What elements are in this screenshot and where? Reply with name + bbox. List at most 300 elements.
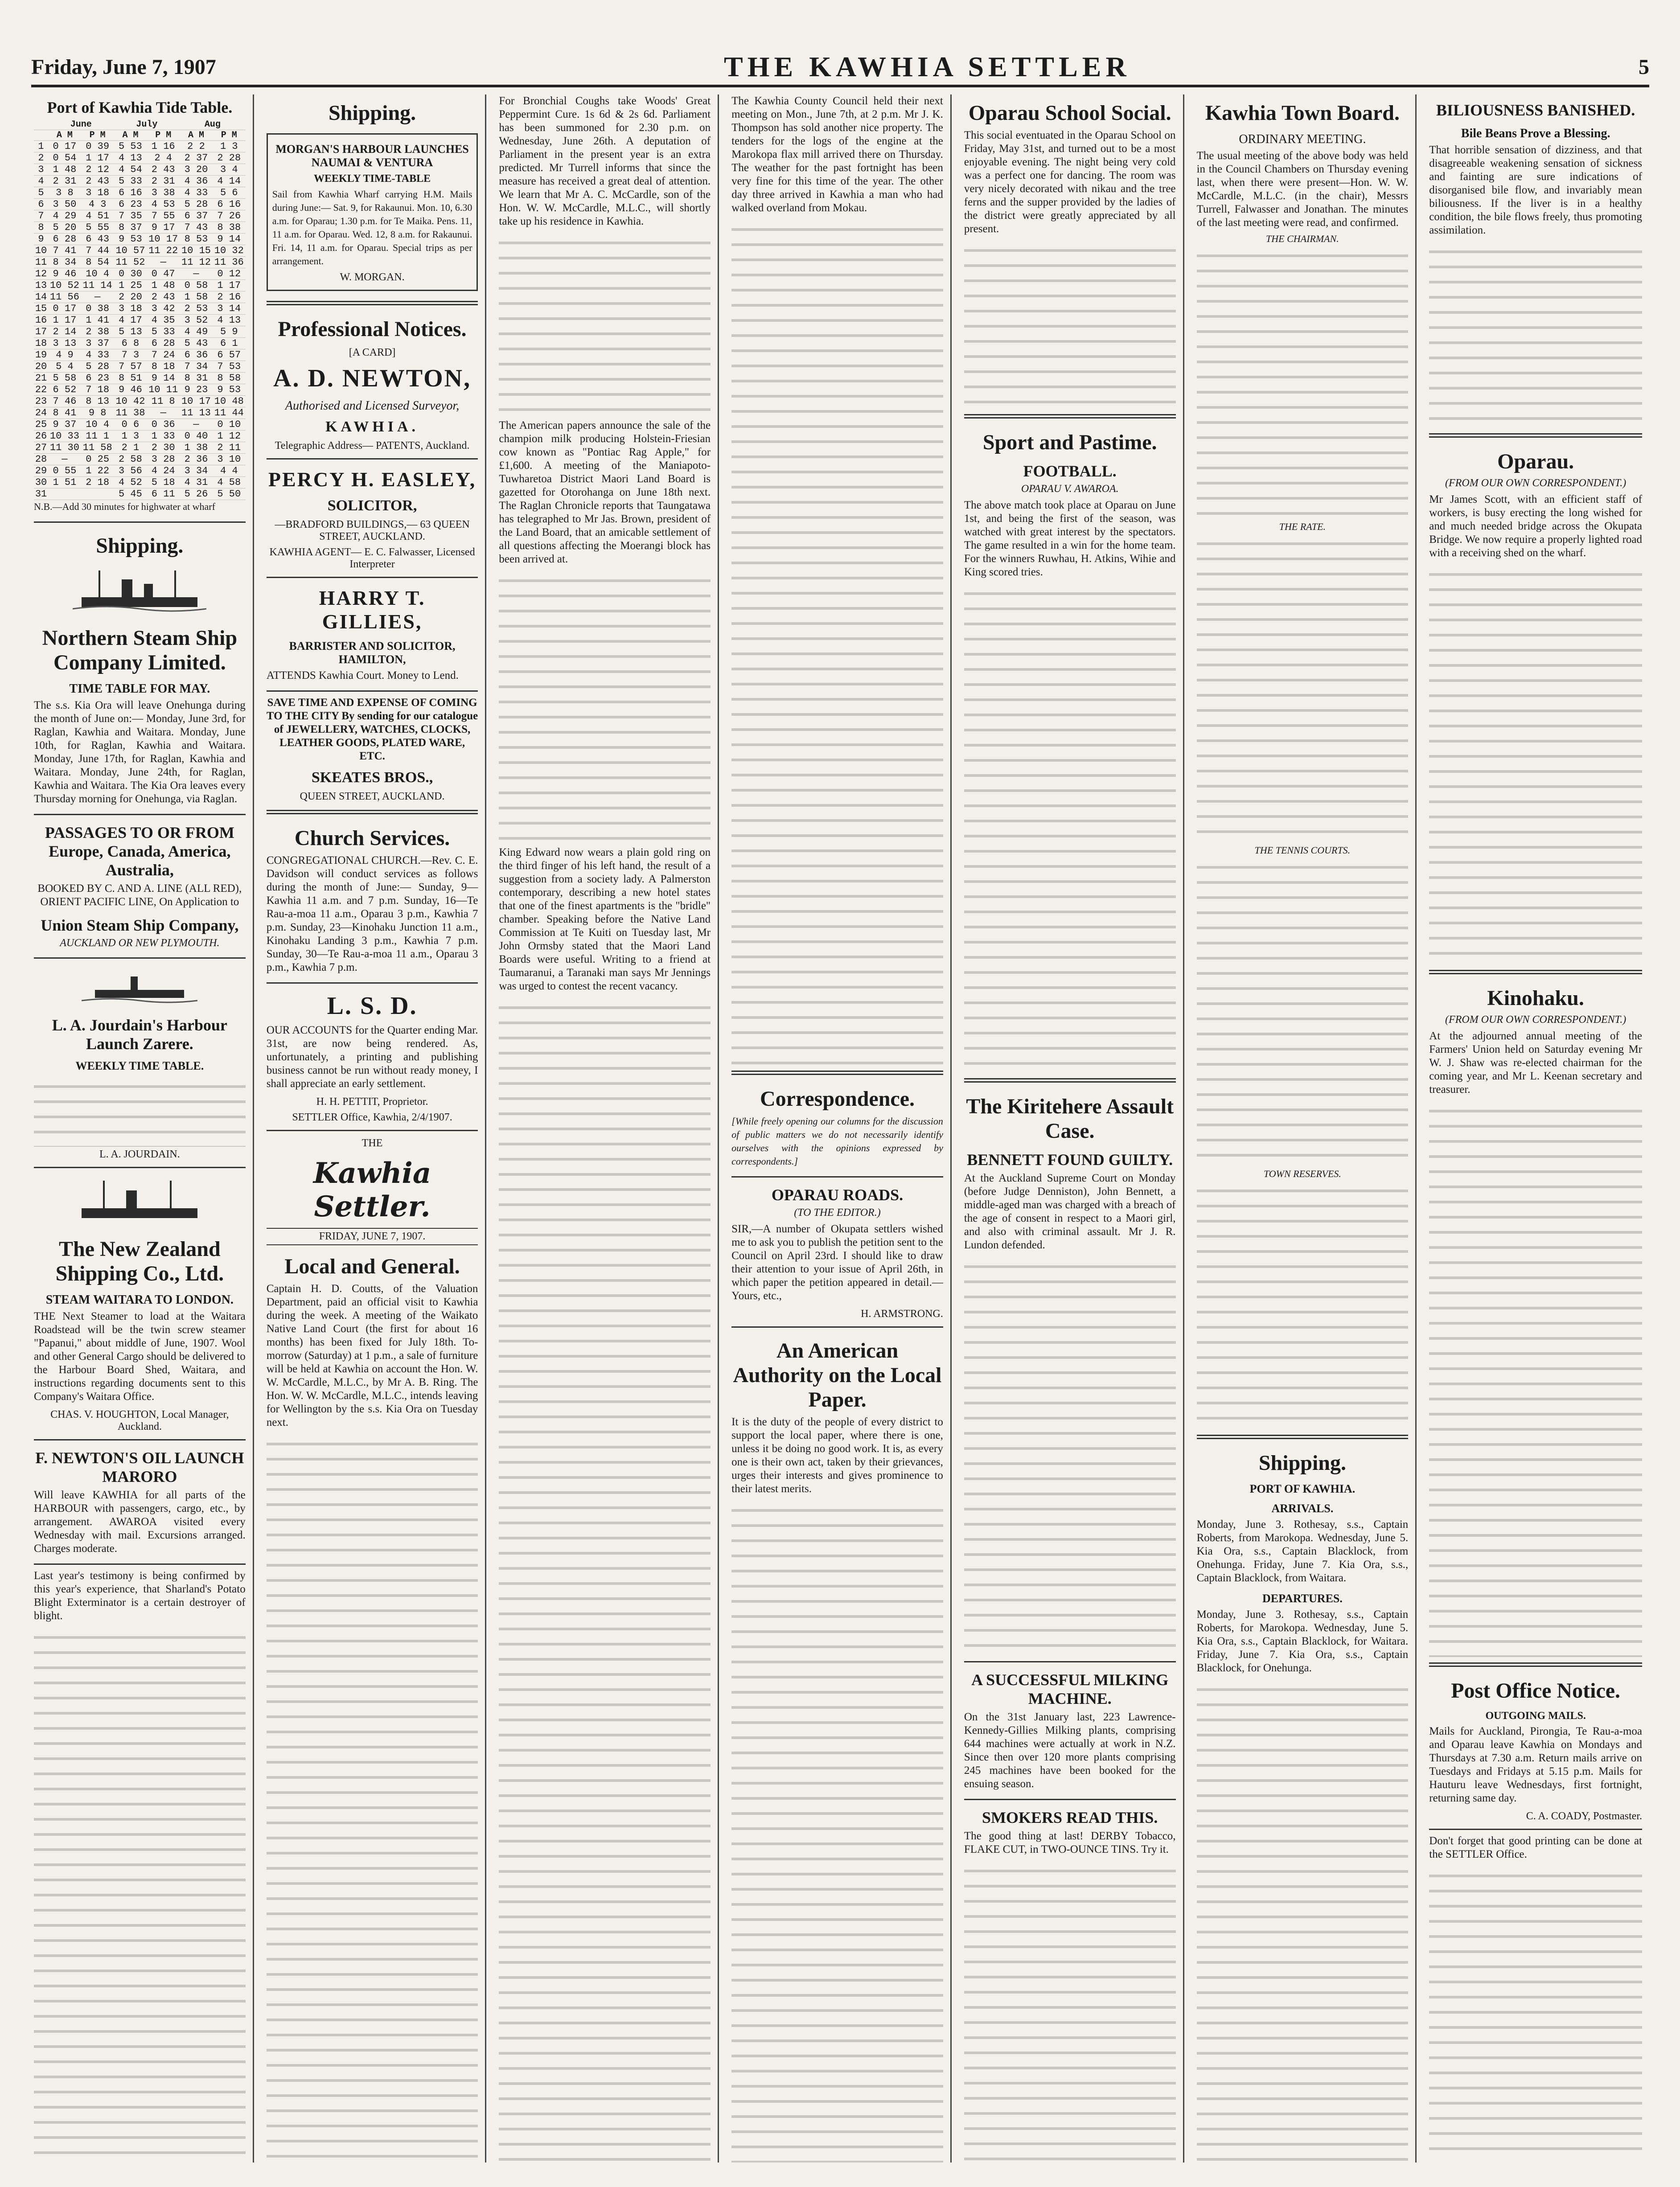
tide-time: 6 52 <box>48 384 81 396</box>
tide-time: 4 35 <box>147 315 180 326</box>
morgan-launch-advert <box>267 133 478 291</box>
tide-time: — <box>48 454 81 465</box>
tide-time: 2 14 <box>48 326 81 338</box>
tide-row <box>34 222 246 234</box>
tide-time: 6 43 <box>81 234 114 245</box>
skeates-address: QUEEN STREET, AUCKLAND. <box>300 791 445 802</box>
launch-title: L. A. Jourdain's Harbour Launch Zarere. <box>52 1016 227 1053</box>
tide-day: 26 <box>34 431 48 442</box>
tide-time: 1 17 <box>213 280 246 291</box>
tide-time: 10 48 <box>213 396 246 407</box>
tide-row <box>34 164 246 176</box>
tide-row <box>34 431 246 442</box>
lsd-signature: H. H. PETTIT, Proprietor. <box>316 1096 428 1108</box>
tide-row <box>34 373 246 384</box>
divider <box>1429 1662 1642 1667</box>
tide-row <box>34 199 246 210</box>
tide-time: 3 42 <box>147 303 180 315</box>
tide-time: 8 51 <box>114 373 147 384</box>
tide-time: 4 13 <box>213 315 246 326</box>
tide-time: 5 50 <box>213 488 246 500</box>
steamship-illustration <box>73 1177 206 1226</box>
tide-time: 2 28 <box>213 152 246 164</box>
masthead <box>31 49 1649 87</box>
tide-time: — <box>147 407 180 419</box>
column-text <box>964 1256 1176 1657</box>
printing-notice: Don't forget that good printing can be done at the SETTLER Office. <box>1429 1835 1642 1860</box>
oparau-subheading: (FROM OUR OWN CORRESPONDENT.) <box>1445 477 1627 489</box>
tide-time: 10 11 <box>147 384 180 396</box>
newton-name: A. D. NEWTON, <box>273 365 472 392</box>
divider <box>34 957 246 959</box>
tide-time: 3 20 <box>180 164 213 176</box>
tide-time: 0 36 <box>147 419 180 431</box>
tide-time: 6 1 <box>213 338 246 349</box>
reserves-subhead: TOWN RESERVES. <box>1263 1168 1341 1179</box>
shipping-heading: Shipping. <box>328 101 416 125</box>
tide-time: 5 26 <box>180 488 213 500</box>
column-text <box>1429 1100 1642 1657</box>
tide-row <box>34 338 246 349</box>
tide-time: 10 42 <box>114 396 147 407</box>
church-services-text: CONGREGATIONAL CHURCH.—Rev. C. E. Davidson will conduct services as follows during the month of June:— Sunday, 9—Kawhia 11 a.m. and 7 p.m. Sunday, 16—Te Rau-a-moa 11 a.m., Oparau 3 p.m., Kawhia 7 p.m. Sunday, 23—Kinohaku Junction 11 a.m., Kinohaku Landing 3 p.m., Kawhia 7 p.m. Sunday, 30—Te Rau-a-moa 11 a.m., Oparau 3 p.m., Kawhia 7 p.m. <box>266 854 478 973</box>
tide-time: 8 38 <box>213 222 246 234</box>
tide-time: 6 16 <box>114 187 147 199</box>
tide-time: 2 1 <box>114 442 147 454</box>
column-5 <box>961 94 1184 2162</box>
passages-title: PASSAGES TO OR FROM Europe, Canada, America, Australia, <box>45 824 234 879</box>
tide-time: 1 12 <box>213 431 246 442</box>
tide-time: 0 17 <box>48 303 81 315</box>
tide-day: 24 <box>34 407 48 419</box>
tide-time: 5 58 <box>48 373 81 384</box>
tide-row <box>34 291 246 303</box>
divider <box>267 810 478 814</box>
column-1 <box>31 94 254 2162</box>
tide-day: 5 <box>34 187 48 199</box>
tide-time: — <box>81 291 114 303</box>
tide-row <box>34 488 246 500</box>
column-text <box>731 1499 943 2162</box>
divider <box>34 814 246 815</box>
oparau-roads-heading: OPARAU ROADS. <box>771 1186 904 1204</box>
tide-time: 9 53 <box>213 384 246 396</box>
tide-row <box>34 176 246 187</box>
tide-time: 5 20 <box>48 222 81 234</box>
column-text <box>964 239 1176 409</box>
tide-time: 0 55 <box>48 465 81 477</box>
tide-time: 0 6 <box>114 419 147 431</box>
tide-time: 7 57 <box>114 361 147 373</box>
tide-time: 5 43 <box>180 338 213 349</box>
divider <box>964 1078 1176 1083</box>
skeates-advert-text: SAVE TIME AND EXPENSE OF COMING TO THE CITY By sending for our catalogue of JEWELLERY, WATCHES, CLOCKS, LEATHER GOODS, PLATED WARE, ETC. <box>266 697 478 762</box>
divider <box>964 414 1176 419</box>
post-office-heading: Post Office Notice. <box>1451 1679 1621 1703</box>
tide-time: — <box>180 419 213 431</box>
tide-table-title: Port of Kawhia Tide Table. <box>47 98 233 116</box>
tide-time: 4 17 <box>114 315 147 326</box>
column-text <box>267 1433 478 2162</box>
tide-time: 2 18 <box>81 477 114 488</box>
steamship-illustration <box>73 566 206 615</box>
tide-time: 2 36 <box>180 454 213 465</box>
tide-time: 1 3 <box>114 431 147 442</box>
smokers-text: The good thing at last! DERBY Tobacco, FLAKE CUT, in TWO-OUNCE TINS. Try it. <box>964 1830 1176 1855</box>
column-4 <box>729 94 952 2162</box>
tide-time: 0 54 <box>48 152 81 164</box>
news-text: The Kawhia County Council held their next meeting on Mon., June 7th, at 2 p.m. Mr J. K. Thompson has sold another nice property. The tenders for the logs of the engine at the Marokopa flax mill arrived there on Thursday. The weather for the past fortnight has been very fine for this time of the year. The other day three arrived in Kawhia a man who had walked overland from Mokau. <box>731 95 943 214</box>
column-text <box>964 583 1176 1073</box>
tide-row <box>34 268 246 280</box>
tide-month: July <box>114 119 180 130</box>
tide-time: 1 17 <box>48 315 81 326</box>
professional-notices-heading: Professional Notices. <box>278 317 467 341</box>
tide-time: 5 9 <box>213 326 246 338</box>
tide-note: N.B.—Add 30 minutes for highwater at wharf <box>34 501 215 512</box>
tide-time: 4 52 <box>114 477 147 488</box>
tide-time: 11 52 <box>114 257 147 268</box>
divider <box>34 1563 246 1565</box>
tide-time: 2 31 <box>147 176 180 187</box>
tide-time: 6 36 <box>180 349 213 361</box>
tide-time: 5 28 <box>81 361 114 373</box>
column-text <box>731 218 943 1065</box>
divider <box>1429 433 1642 438</box>
tide-row <box>34 361 246 373</box>
column-text <box>34 1626 246 2162</box>
tide-time: 2 58 <box>114 454 147 465</box>
tide-day: 6 <box>34 199 48 210</box>
tide-time: 8 37 <box>114 222 147 234</box>
tide-time: 3 10 <box>213 454 246 465</box>
news-text: King Edward now wears a plain gold ring on the third finger of his left hand, the result of a suggestion from a society lady. A Palmerston contemporary, describing a new hotel states that one of the finest apartments is the "bridle" chamber. Speaking before the Native Land Commission at Te Kuiti on Tuesday last, Mr John Ormsby stated that the Maori Land Boards were useful. Writing to a friend at Taumaranui, a Taranaki man says Mr Jennings was urged to contest the recent vacancy. <box>499 846 711 992</box>
divider <box>34 521 246 523</box>
tide-column-header: P M <box>81 130 114 141</box>
tide-day: 21 <box>34 373 48 384</box>
newspaper-brand: Kawhia Settler. <box>313 1157 431 1223</box>
tide-time: 1 22 <box>81 465 114 477</box>
tide-time: 0 30 <box>114 268 147 280</box>
divider <box>267 577 478 578</box>
tide-time: 9 17 <box>147 222 180 234</box>
tide-time: 2 30 <box>147 442 180 454</box>
tide-row <box>34 245 246 257</box>
tide-time <box>81 488 114 500</box>
tide-time: 10 32 <box>213 245 246 257</box>
tide-time: 1 16 <box>147 141 180 152</box>
divider <box>1197 1435 1409 1439</box>
tide-time: 9 46 <box>48 268 81 280</box>
tide-day: 8 <box>34 222 48 234</box>
rate-subhead: THE RATE. <box>1279 521 1326 532</box>
tide-time: 9 8 <box>81 407 114 419</box>
tide-time: 8 13 <box>81 396 114 407</box>
tide-row <box>34 210 246 222</box>
tide-row <box>34 326 246 338</box>
divider <box>267 982 478 984</box>
tide-time: 9 46 <box>114 384 147 396</box>
chairman-subhead: THE CHAIRMAN. <box>1266 233 1339 244</box>
tennis-subhead: THE TENNIS COURTS. <box>1254 845 1351 856</box>
tide-time: 3 37 <box>81 338 114 349</box>
tide-time: 3 18 <box>81 187 114 199</box>
correspondence-note: [While freely opening our columns for the discussion of public matters we do not necessarily identify ourselves with the opinions expressed by correspondents.] <box>731 1116 943 1167</box>
tide-day: 17 <box>34 326 48 338</box>
oparau-text: Mr James Scott, with an efficient staff of workers, is busy erecting the long wished for and much needed bridge across the Okupata Bridge. We now require a properly lighted road with a receiving shed on the wharf. <box>1429 493 1642 559</box>
union-title: Union Steam Ship Company, <box>41 916 239 934</box>
sport-heading: Sport and Pastime. <box>982 431 1157 454</box>
tide-time: 2 43 <box>147 291 180 303</box>
departures-heading: DEPARTURES. <box>1262 1592 1343 1605</box>
tide-time: 1 58 <box>180 291 213 303</box>
tide-time: 7 41 <box>48 245 81 257</box>
tide-time: 4 36 <box>180 176 213 187</box>
tide-column-header: A M <box>114 130 147 141</box>
tide-day: 25 <box>34 419 48 431</box>
tide-time: 7 46 <box>48 396 81 407</box>
gillies-text: ATTENDS Kawhia Court. Money to Lend. <box>266 669 459 681</box>
american-authority-heading: An American Authority on the Local Paper. <box>733 1339 942 1411</box>
tide-time: 2 43 <box>81 176 114 187</box>
nz-shipping-subtitle: STEAM WAITARA TO LONDON. <box>45 1293 234 1307</box>
tide-time: 3 34 <box>180 465 213 477</box>
tide-time: 2 38 <box>81 326 114 338</box>
tide-time: 3 38 <box>147 187 180 199</box>
tide-time: 11 8 <box>147 396 180 407</box>
nz-shipping-signature: CHAS. V. HOUGHTON, Local Manager, Auckland. <box>50 1409 229 1432</box>
tide-time: 1 33 <box>147 431 180 442</box>
tide-time: 0 17 <box>48 141 81 152</box>
kawhia-agent: KAWHIA AGENT— E. C. Falwasser, Licensed Interpreter <box>269 546 475 570</box>
tide-time: 4 14 <box>213 176 246 187</box>
tide-row <box>34 465 246 477</box>
smokers-heading: SMOKERS READ THIS. <box>982 1809 1158 1826</box>
columns <box>31 94 1649 2162</box>
tide-time: 5 28 <box>180 199 213 210</box>
tide-row <box>34 187 246 199</box>
tide-time: 10 17 <box>147 234 180 245</box>
easley-address: —BRADFORD BUILDINGS,— 63 QUEEN STREET, AUCKLAND. <box>275 519 470 542</box>
tide-time: 10 57 <box>114 245 147 257</box>
tide-time: 10 52 <box>48 280 81 291</box>
nss-text: The s.s. Kia Ora will leave Onehunga during the month of June on:— Monday, June 3rd, for Raglan, Kawhia and Waitara. Monday, June 10th, for Raglan, Kawhia and Waitara. Monday, June 17th, for Raglan, Kawhia and Waitara. Monday, June 24th, for Raglan, Kawhia and Waitara. The Kia Ora leaves every Thursday morning for Onehunga, via Raglan. <box>34 699 246 805</box>
departures-text: Monday, June 3. Rothesay, s.s., Captain Roberts, for Marokopa. Wednesday, June 5. Kia Ora, s.s., Captain Blacklock, for Waitara. Friday, June 7. Kia Ora, s.s., Captain Blacklock, for Onehunga. <box>1196 1608 1409 1674</box>
brand-date: FRIDAY, JUNE 7, 1907. <box>267 1228 478 1245</box>
tide-time: 2 37 <box>180 152 213 164</box>
tide-time: 1 48 <box>48 164 81 176</box>
brand-the: THE <box>361 1137 383 1149</box>
tide-time: — <box>147 257 180 268</box>
tide-time: 4 49 <box>180 326 213 338</box>
tide-day: 20 <box>34 361 48 373</box>
column-text <box>1429 563 1642 964</box>
launch-illustration <box>82 968 197 1008</box>
tide-row <box>34 419 246 431</box>
local-general-text: Captain H. D. Coutts, of the Valuation Department, paid an official visit to Kawhia during the week. A meeting of the Waikato Native Land Court (the first for about 16 months) has been fixed for July 18th. To-morrow (Saturday) at 1 p.m., a sale of furniture will be held at Kawhia on account the Hon. W. W. McCardle, M.L.C., by Mr A. B. Ring. The Hon. W. W. McCardle, M.L.C., intends leaving for Wellington by the s.s. Kia Ora on Tuesday next. <box>266 1283 478 1428</box>
football-heading: FOOTBALL. <box>1023 462 1117 480</box>
column-text <box>1197 245 1409 521</box>
arrivals-text: Monday, June 3. Rothesay, s.s., Captain Roberts, from Marokopa. Wednesday, June 5. Kia Ora, s.s., Captain Blacklock, from Onehunga. Friday, June 7. Kia Ora, s.s., Captain Blacklock, from Waitara. <box>1196 1518 1409 1584</box>
tide-time: 7 18 <box>81 384 114 396</box>
passages-text: BOOKED BY C. AND A. LINE (ALL RED), ORIENT PACIFIC LINE, On Application to <box>37 882 242 908</box>
morgan-launch-subtitle: WEEKLY TIME-TABLE <box>314 173 431 185</box>
launch-signature: L. A. JOURDAIN. <box>99 1149 180 1160</box>
tide-time: 6 8 <box>114 338 147 349</box>
tide-time: 0 12 <box>213 268 246 280</box>
tide-time: 2 31 <box>48 176 81 187</box>
tide-month-blank <box>34 119 48 130</box>
gillies-role: BARRISTER AND SOLICITOR, HAMILTON, <box>289 640 456 666</box>
tide-time: 2 53 <box>180 303 213 315</box>
kiritehere-text: At the Auckland Supreme Court on Monday (before Judge Denniston), John Bennett, a middle-aged man was charged with a breach of the age of consent in respect to a Maori girl, and also with criminal assault. Mr J. R. Lundon defended. <box>964 1172 1176 1251</box>
nz-shipping-title: The New Zealand Shipping Co., Ltd. <box>55 1237 224 1285</box>
column-text <box>1197 533 1409 845</box>
tide-time: 5 4 <box>48 361 81 373</box>
tide-day: 16 <box>34 315 48 326</box>
divider <box>267 1130 478 1131</box>
divider <box>34 1439 246 1440</box>
column-text <box>1197 1678 1409 2162</box>
tide-time: 11 22 <box>147 245 180 257</box>
biliousness-subheading: Bile Beans Prove a Blessing. <box>1461 127 1610 140</box>
launch-timetable-text <box>34 1075 246 1147</box>
tide-time: 7 3 <box>114 349 147 361</box>
tide-time: 1 3 <box>213 141 246 152</box>
gillies-name: HARRY T. GILLIES, <box>319 587 426 633</box>
tide-time: — <box>180 268 213 280</box>
tide-time: 4 58 <box>213 477 246 488</box>
lsd-heading: L. S. D. <box>327 992 418 1020</box>
tide-time: 5 53 <box>114 141 147 152</box>
tide-time: 5 18 <box>147 477 180 488</box>
column-text <box>1197 856 1409 1168</box>
tide-time: 11 14 <box>81 280 114 291</box>
divider <box>731 1326 943 1328</box>
tide-time: 7 43 <box>180 222 213 234</box>
tide-time: 6 57 <box>213 349 246 361</box>
morgan-launch-text: Sail from Kawhia Wharf carrying H.M. Mails during June:— Sat. 9, for Rakaunui. Mon. 10, 6.30 a.m. for Oparau; 1.30 p.m. for Te Maika. Pens. 11, 11 a.m. for Oparau. Wed. 12, 8 a.m. for Rakaunui. Fri. 14, 11 a.m. for Oparau. Special trips as per arrangement. <box>272 189 472 267</box>
tide-time: 4 9 <box>48 349 81 361</box>
kinohaku-subheading: (FROM OUR OWN CORRESPONDENT.) <box>1445 1014 1627 1026</box>
american-authority-text: It is the duty of the people of every district to support the local paper, where there is one, unless it be doing no good work. It is, as every one is their own act, taken by their grievances, urges their interests and gives prominence to their latest merits. <box>731 1416 943 1495</box>
easley-role: SOLICITOR, <box>327 497 417 514</box>
tide-time: 0 40 <box>180 431 213 442</box>
oparau-roads-subheading: (TO THE EDITOR.) <box>794 1207 881 1219</box>
column-text <box>1197 1180 1409 1429</box>
tide-time: 2 11 <box>213 442 246 454</box>
tide-time: 6 11 <box>147 488 180 500</box>
tide-time: 4 24 <box>147 465 180 477</box>
oparau-heading: Oparau. <box>1497 450 1574 473</box>
column-text <box>1429 241 1642 428</box>
tide-time: 0 58 <box>180 280 213 291</box>
tide-time: 4 33 <box>180 187 213 199</box>
tide-time: 7 24 <box>147 349 180 361</box>
issue-date: Friday, June 7, 1907 <box>31 55 216 79</box>
tide-day: 7 <box>34 210 48 222</box>
newton-role: Authorised and Licensed Surveyor, <box>285 399 460 413</box>
tide-day: 12 <box>34 268 48 280</box>
tide-time: 4 31 <box>180 477 213 488</box>
tide-day: 29 <box>34 465 48 477</box>
column-text <box>499 997 711 2162</box>
tide-day: 27 <box>34 442 48 454</box>
tide-time: 3 50 <box>48 199 81 210</box>
blight-advert-text: Last year's testimony is being confirmed by this year's experience, that Sharland's Potato Blight Exterminator is a certain destroyer of blight. <box>34 1570 246 1622</box>
tide-time: 2 20 <box>114 291 147 303</box>
tide-time: 6 28 <box>48 234 81 245</box>
tide-time: 9 53 <box>114 234 147 245</box>
tide-row <box>34 477 246 488</box>
biliousness-heading: BILIOUSNESS BANISHED. <box>1436 101 1635 119</box>
tide-day: 30 <box>34 477 48 488</box>
tide-time: 1 48 <box>147 280 180 291</box>
lsd-office: SETTLER Office, Kawhia, 2/4/1907. <box>292 1112 452 1123</box>
newton-place: KAWHIA. <box>325 419 419 435</box>
divider <box>267 458 478 460</box>
tide-day: 11 <box>34 257 48 268</box>
tide-time: 2 12 <box>81 164 114 176</box>
tide-time: 2 16 <box>213 291 246 303</box>
church-services-heading: Church Services. <box>294 826 450 850</box>
local-general-heading: Local and General. <box>284 1255 460 1278</box>
news-text: The American papers announce the sale of the champion milk producing Holstein-Friesian cow known as "Pontiac Rag Apple," for £1,600. A meeting of the Maniapoto-Tuwharetoa District Maori Land Board is gazetted for Otorohanga on June 18th next. The Raglan Chronicle reports that Taungatawa has telegraphed to Mr Jas. Brown, president of the Land Board, that an amicable settlement of all questions affecting the Moerangi block has been arrived at. <box>499 419 711 565</box>
tide-time: 5 13 <box>114 326 147 338</box>
tide-time: 9 14 <box>147 373 180 384</box>
tide-time: 11 12 <box>180 257 213 268</box>
tide-day: 3 <box>34 164 48 176</box>
morgan-launch-signature: W. MORGAN. <box>340 271 405 283</box>
oparau-roads-text: SIR,—A number of Okupata settlers wished me to ask you to publish the petition sent to the Council on April 23rd. I should like to draw their attention to your issue of April 26th, in which paper the petition appeared in detail.—Yours, etc., <box>731 1223 943 1302</box>
tide-time: 1 25 <box>114 280 147 291</box>
tide-time: 1 41 <box>81 315 114 326</box>
skeates-name: SKEATES BROS., <box>311 769 433 786</box>
tide-time: 11 13 <box>180 407 213 419</box>
tide-day: 28 <box>34 454 48 465</box>
tide-time: 1 38 <box>180 442 213 454</box>
tide-column-header: A M <box>180 130 213 141</box>
tide-row <box>34 396 246 407</box>
tide-time: 2 4 <box>147 152 180 164</box>
tide-row <box>34 407 246 419</box>
town-board-text: The usual meeting of the above body was held in the Council Chambers on Thursday evening last, when there were present—Hon. W. W. McCardle, M.L.C. (in the chair), Messrs Turrell, Falwasser and Jonathan. The minutes of the last meeting were read, and confirmed. <box>1196 150 1409 229</box>
tide-row <box>34 442 246 454</box>
tide-time: 4 33 <box>81 349 114 361</box>
easley-name: PERCY H. EASLEY, <box>268 468 476 491</box>
tide-time: 4 29 <box>48 210 81 222</box>
tide-time: 0 39 <box>81 141 114 152</box>
tide-time: 7 55 <box>147 210 180 222</box>
launch-subtitle: WEEKLY TIME TABLE. <box>75 1059 204 1072</box>
tide-row <box>34 349 246 361</box>
tide-time: 7 53 <box>213 361 246 373</box>
tide-time: 3 4 <box>213 164 246 176</box>
divider <box>964 1661 1176 1662</box>
tide-time: 3 56 <box>114 465 147 477</box>
tide-time: 7 26 <box>213 210 246 222</box>
town-board-subheading: ORDINARY MEETING. <box>1239 132 1366 146</box>
tide-time: 7 34 <box>180 361 213 373</box>
tide-time: 9 14 <box>213 234 246 245</box>
tide-time: 5 33 <box>147 326 180 338</box>
tide-day: 22 <box>34 384 48 396</box>
column-text <box>499 570 711 846</box>
oparau-social-heading: Oparau School Social. <box>968 101 1171 125</box>
tide-column-header: P M <box>147 130 180 141</box>
port-heading: PORT OF KAWHIA. <box>1249 1482 1356 1495</box>
divider <box>267 690 478 692</box>
